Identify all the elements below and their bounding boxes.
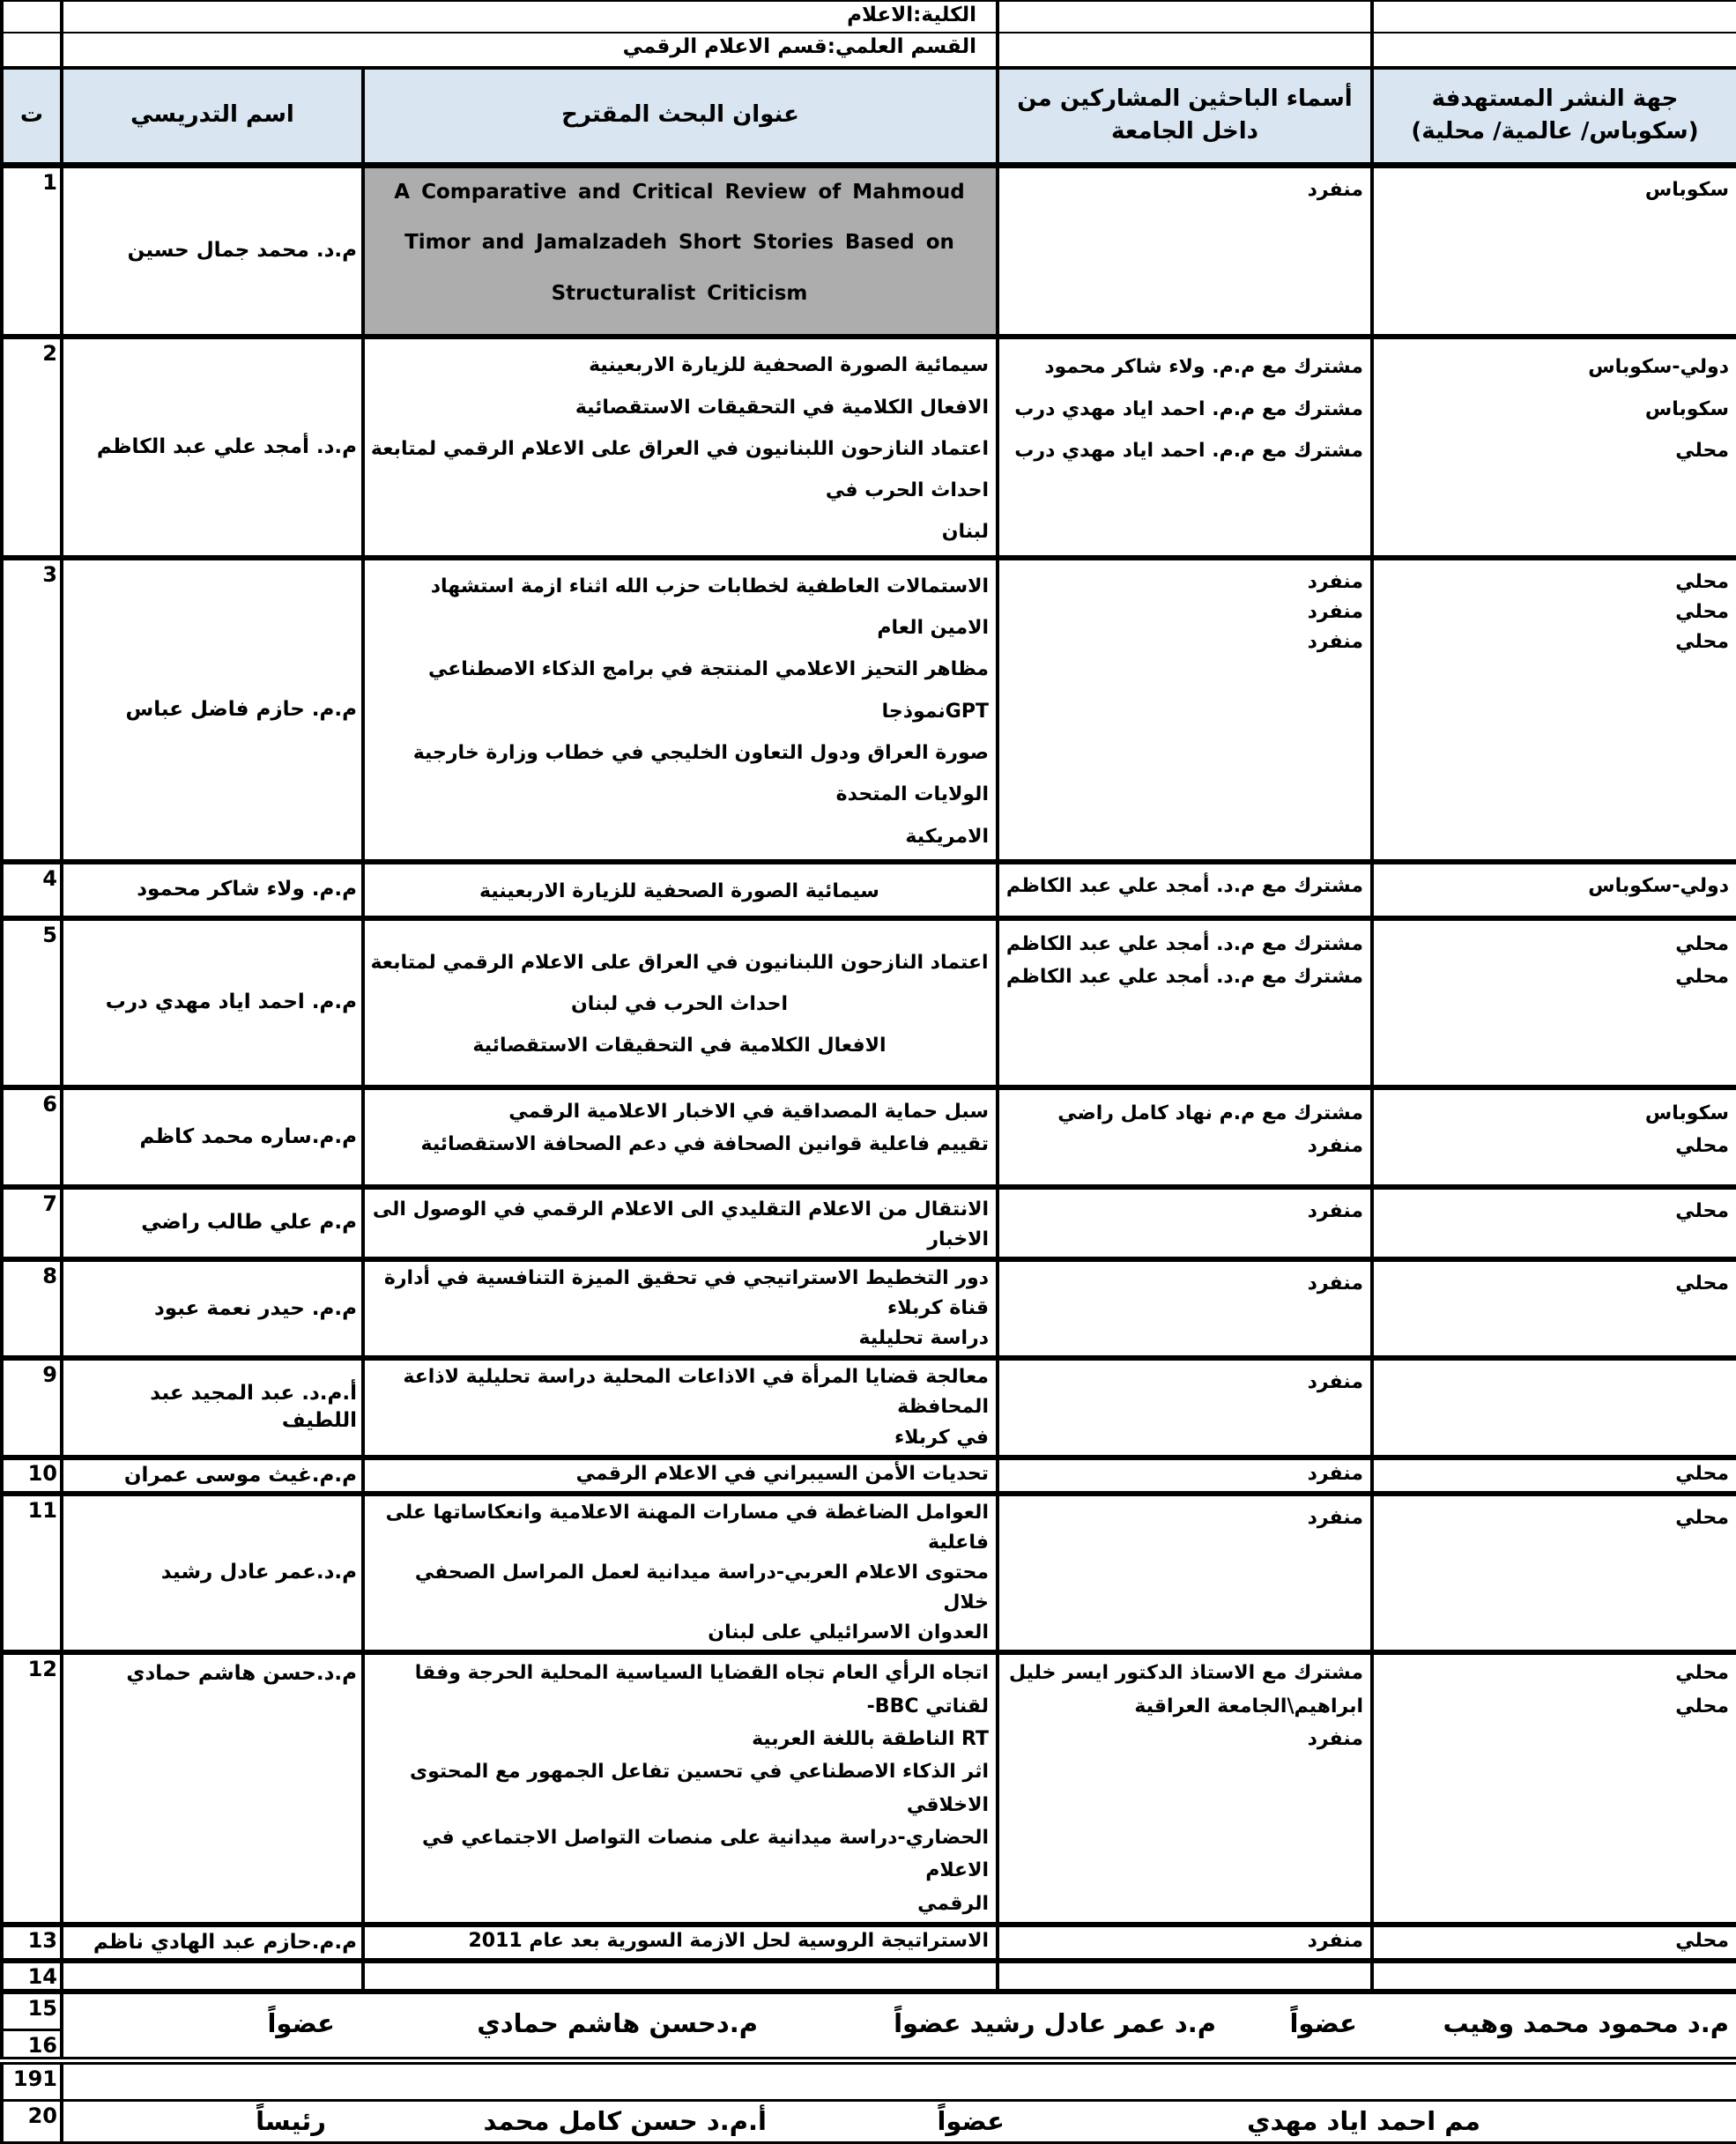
committee-signature-band-1 bbox=[62, 1992, 1736, 2060]
title-line: صورة العراق ودول التعاون الخليجي في خطاب وزارة خارجية الولايات المتحدة bbox=[412, 741, 989, 806]
researchers-line: منفرد bbox=[1307, 1135, 1363, 1158]
researchers-line: منفرد bbox=[1307, 178, 1363, 201]
publication-line: دولي-سكوباس bbox=[1588, 874, 1729, 897]
instructor-name: أ.م.د. عبد المجيد عبد اللطيف bbox=[62, 1358, 363, 1457]
title-line: معالجة قضايا المرأة في الاذاعات المحلية دراسة تحليلية لاذاعة المحافظة bbox=[403, 1366, 989, 1419]
row-number: 7 bbox=[2, 1187, 62, 1259]
publication-cell bbox=[1372, 1259, 1736, 1358]
publication-line: محلي bbox=[1675, 600, 1729, 623]
instructor-name: م.د. محمد جمال حسين bbox=[62, 165, 363, 337]
title-line: سبل حماية المصداقية في الاخبار الاعلامية الرقمي bbox=[508, 1100, 989, 1123]
header-researchers: أسماء الباحثين المشاركين من داخل الجامعة bbox=[998, 68, 1372, 165]
row-number: 6 bbox=[2, 1087, 62, 1187]
publication-cell bbox=[1372, 1458, 1736, 1494]
research-title-cell bbox=[363, 1961, 998, 1992]
empty-cell bbox=[998, 33, 1372, 68]
committee-role: رئيساً bbox=[256, 2106, 326, 2137]
publication-line: محلي bbox=[1675, 1930, 1729, 1953]
department-row bbox=[2, 33, 1736, 68]
researchers-line: مشترك مع م.م. احمد اياد مهدي درب bbox=[1014, 397, 1363, 420]
row-number: 1 bbox=[2, 165, 62, 337]
row-number: 11 bbox=[2, 1494, 62, 1652]
row-4 bbox=[2, 862, 1736, 918]
empty-cell bbox=[2, 33, 62, 68]
title-line: الاستراتيجة الروسية لحل الازمة السورية بعد عام 2011 bbox=[468, 1930, 989, 1953]
row-15 bbox=[2, 1992, 1736, 2029]
title-line: محتوى الاعلام العربي-دراسة ميدانية لعمل المراسل الصحفي خلال bbox=[414, 1561, 989, 1614]
row-6 bbox=[2, 1087, 1736, 1187]
department-label: القسم العلمي:قسم الاعلام الرقمي bbox=[62, 33, 998, 68]
row-number: 5 bbox=[2, 918, 62, 1087]
publication-line: محلي bbox=[1675, 570, 1729, 593]
row-number: 14 bbox=[2, 1961, 62, 1992]
title-line: العدوان الاسرائيلي على لبنان bbox=[708, 1621, 989, 1644]
publication-cell bbox=[1372, 165, 1736, 337]
instructor-name: م.د.حسن هاشم حمادي bbox=[62, 1652, 363, 1925]
researchers-line: منفرد bbox=[1307, 570, 1363, 593]
title-line: Timor and Jamalzadeh Short Stories Based on bbox=[404, 231, 954, 255]
publication-line: محلي bbox=[1675, 1135, 1729, 1158]
table-header-row bbox=[2, 68, 1736, 165]
research-title-cell bbox=[363, 1925, 998, 1961]
publication-cell bbox=[1372, 1087, 1736, 1187]
row-3 bbox=[2, 558, 1736, 862]
title-line: لبنان bbox=[941, 521, 989, 544]
instructor-name: م.م. ولاء شاكر محمود bbox=[62, 862, 363, 918]
title-line: في كربلاء bbox=[894, 1426, 989, 1449]
committee-member-name: م.د عمر عادل رشيد عضواً bbox=[894, 2008, 1216, 2039]
committee-member-name: أ.م.د حسن كامل محمد bbox=[483, 2106, 767, 2137]
row-number: 10 bbox=[2, 1458, 62, 1494]
researchers-cell bbox=[998, 1961, 1372, 1992]
title-line: اتجاه الرأي العام تجاه القضايا السياسية المحلية الحرجة وفقا لقناتي BBC- bbox=[414, 1662, 989, 1717]
title-line: الاستمالات العاطفية لخطابات حزب الله اثناء ازمة استشهاد الامين العام bbox=[430, 575, 989, 640]
empty-cell bbox=[62, 2061, 1736, 2101]
research-title-cell bbox=[363, 1358, 998, 1457]
research-title-cell bbox=[363, 165, 998, 337]
title-line: الحضاري-دراسة ميدانية على منصات التواصل الاجتماعي في الاعلام bbox=[421, 1827, 989, 1882]
publication-line: محلي bbox=[1675, 1272, 1729, 1295]
title-line: العوامل الضاغطة في مسارات المهنة الاعلامية وانعكاساتها على فاعلية bbox=[385, 1501, 989, 1554]
instructor-name: م.م.ساره محمد كاظم bbox=[62, 1087, 363, 1187]
publication-line: دولي-سكوباس bbox=[1588, 356, 1729, 379]
publication-line: سكوباس bbox=[1644, 1102, 1729, 1124]
researchers-cell bbox=[998, 1652, 1372, 1925]
title-line: الافعال الكلامية في التحقيقات الاستقصائية bbox=[575, 396, 989, 419]
committee-signature-band-2 bbox=[62, 2101, 1736, 2143]
publication-line: محلي bbox=[1675, 1199, 1729, 1222]
title-line: A Comparative and Critical Review of Mahmoud bbox=[394, 180, 965, 204]
title-line: اعتماد النازحون اللبنانيون في العراق على الاعلام الرقمي لمتابعة bbox=[370, 951, 989, 974]
committee-member-name: م.د محمود محمد وهيب bbox=[1443, 2008, 1729, 2039]
research-title-cell bbox=[363, 862, 998, 918]
publication-line: محلي bbox=[1675, 1462, 1729, 1485]
instructor-name: م.م.غيث موسى عمران bbox=[62, 1458, 363, 1494]
committee-member-name: م.دحسن هاشم حمادي bbox=[477, 2008, 758, 2039]
research-title-cell bbox=[363, 918, 998, 1087]
researchers-line: مشترك مع م.د. أمجد علي عبد الكاظم bbox=[1005, 932, 1363, 955]
publication-cell bbox=[1372, 1652, 1736, 1925]
row-9 bbox=[2, 1358, 1736, 1457]
publication-cell bbox=[1372, 1494, 1736, 1652]
research-title-cell bbox=[363, 1087, 998, 1187]
title-line: تقييم فاعلية قوانين الصحافة في دعم الصحافة الاستقصائية bbox=[420, 1133, 989, 1156]
research-title-cell bbox=[363, 1458, 998, 1494]
researchers-line: منفرد bbox=[1307, 1727, 1363, 1750]
empty-cell bbox=[998, 1, 1372, 33]
publication-line: محلي bbox=[1675, 1662, 1729, 1685]
publication-line: محلي bbox=[1675, 966, 1729, 989]
row-number: 16 bbox=[2, 2029, 62, 2060]
row-13 bbox=[2, 1925, 1736, 1961]
publication-line: سكوباس bbox=[1644, 178, 1729, 201]
empty-cell bbox=[2, 1, 62, 33]
title-line: دراسة تحليلية bbox=[858, 1327, 989, 1350]
researchers-line: منفرد bbox=[1307, 630, 1363, 653]
researchers-line: منفرد bbox=[1307, 1199, 1363, 1222]
research-title-cell bbox=[363, 1652, 998, 1925]
instructor-name bbox=[62, 1961, 363, 1992]
title-line: سيمائية الصورة الصحفية للزيارة الاربعينية bbox=[589, 354, 989, 377]
row-8 bbox=[2, 1259, 1736, 1358]
row-20 bbox=[2, 2101, 1736, 2143]
publication-cell bbox=[1372, 558, 1736, 862]
row-5 bbox=[2, 918, 1736, 1087]
college-label: الكلية:الاعلام bbox=[62, 1, 998, 33]
title-line: الانتقال من الاعلام التقليدي الى الاعلام الرقمي في الوصول الى الاخبار bbox=[372, 1198, 989, 1250]
publication-cell bbox=[1372, 1961, 1736, 1992]
publication-line: محلي bbox=[1675, 630, 1729, 653]
researchers-cell bbox=[998, 1925, 1372, 1961]
publication-cell bbox=[1372, 337, 1736, 557]
publication-cell bbox=[1372, 918, 1736, 1087]
row-2 bbox=[2, 337, 1736, 557]
researchers-line: مشترك مع م.م. ولاء شاكر محمود bbox=[1044, 356, 1363, 379]
researchers-line: مشترك مع م.م نهاد كامل راضي bbox=[1057, 1102, 1363, 1124]
title-line: سيمائية الصورة الصحفية للزيارة الاربعينية bbox=[479, 879, 879, 902]
committee-role: عضواً bbox=[267, 2008, 335, 2039]
publication-line: محلي bbox=[1675, 1695, 1729, 1717]
researchers-cell bbox=[998, 918, 1372, 1087]
instructor-name: م.د. أمجد علي عبد الكاظم bbox=[62, 337, 363, 557]
researchers-line: مشترك مع م.د. أمجد علي عبد الكاظم bbox=[1005, 874, 1363, 897]
instructor-name: م.م. حيدر نعمة عبود bbox=[62, 1259, 363, 1358]
title-line: RT الناطقة باللغة العربية bbox=[752, 1727, 989, 1750]
researchers-line: منفرد bbox=[1307, 1272, 1363, 1295]
header-instructor: اسم التدريسي bbox=[62, 68, 363, 165]
header-no: ت bbox=[2, 68, 62, 165]
title-line: الرقمي bbox=[917, 1892, 989, 1915]
researchers-cell bbox=[998, 862, 1372, 918]
empty-cell bbox=[1372, 33, 1736, 68]
research-title-cell bbox=[363, 558, 998, 862]
college-row bbox=[2, 1, 1736, 33]
row-191 bbox=[2, 2061, 1736, 2101]
row-number: 2 bbox=[2, 337, 62, 557]
title-line: اعتماد النازحون اللبنانيون في العراق على الاعلام الرقمي لمتابعة احداث الحرب في bbox=[370, 437, 989, 502]
row-number: 20 bbox=[2, 2101, 62, 2143]
researchers-cell bbox=[998, 165, 1372, 337]
researchers-cell bbox=[998, 1494, 1372, 1652]
researchers-line: منفرد bbox=[1307, 1371, 1363, 1394]
researchers-line: منفرد bbox=[1307, 1506, 1363, 1529]
researchers-line: مشترك مع م.د. أمجد علي عبد الكاظم bbox=[1005, 966, 1363, 989]
row-number: 15 bbox=[2, 1992, 62, 2029]
publication-line: محلي bbox=[1675, 932, 1729, 955]
research-title-cell bbox=[363, 1259, 998, 1358]
researchers-cell bbox=[998, 558, 1372, 862]
title-line: اثر الذكاء الاصطناعي في تحسين تفاعل الجمهور مع المحتوى الاخلاقي bbox=[409, 1761, 989, 1816]
committee-role: عضواً bbox=[1289, 2008, 1357, 2039]
researchers-line: مشترك مع م.م. احمد اياد مهدي درب bbox=[1014, 439, 1363, 462]
research-title-cell bbox=[363, 1494, 998, 1652]
title-line: احداث الحرب في لبنان bbox=[570, 993, 789, 1016]
row-11 bbox=[2, 1494, 1736, 1652]
row-number: 191 bbox=[2, 2061, 62, 2101]
researchers-line: منفرد bbox=[1307, 600, 1363, 623]
row-12 bbox=[2, 1652, 1736, 1925]
instructor-name: م.م.حازم عبد الهادي ناظم bbox=[62, 1925, 363, 1961]
row-1 bbox=[2, 165, 1736, 337]
row-number: 13 bbox=[2, 1925, 62, 1961]
researchers-line: منفرد bbox=[1307, 1462, 1363, 1485]
research-title-cell bbox=[363, 1187, 998, 1259]
publication-cell bbox=[1372, 1358, 1736, 1457]
instructor-name: م.م. حازم فاضل عباس bbox=[62, 558, 363, 862]
researchers-line: ابراهيم\الجامعة العراقية bbox=[1134, 1695, 1363, 1717]
researchers-cell bbox=[998, 1259, 1372, 1358]
publication-line: محلي bbox=[1675, 1506, 1729, 1529]
header-research-title: عنوان البحث المقترح bbox=[363, 68, 998, 165]
publication-cell bbox=[1372, 1187, 1736, 1259]
publication-line: محلي bbox=[1675, 439, 1729, 462]
row-14 bbox=[2, 1961, 1736, 1992]
title-line: الافعال الكلامية في التحقيقات الاستقصائية bbox=[472, 1035, 887, 1057]
committee-role: عضواً bbox=[937, 2106, 1005, 2137]
researchers-cell bbox=[998, 1187, 1372, 1259]
title-line: مظاهر التحيز الاعلامي المنتجة في برامج الذكاء الاصطناعي GPTنموذجا bbox=[428, 658, 989, 723]
committee-member-name: مم احمد اياد مهدي bbox=[1246, 2106, 1480, 2137]
publication-cell bbox=[1372, 1925, 1736, 1961]
header-publication: جهة النشر المستهدفة (سكوباس/ عالمية/ محلية) bbox=[1372, 68, 1736, 165]
row-number: 12 bbox=[2, 1652, 62, 1925]
row-number: 8 bbox=[2, 1259, 62, 1358]
publication-line: سكوباس bbox=[1644, 397, 1729, 420]
title-line: دور التخطيط الاستراتيجي في تحقيق الميزة التنافسية في أدارة قناة كربلاء bbox=[383, 1267, 989, 1320]
row-10 bbox=[2, 1458, 1736, 1494]
researchers-cell bbox=[998, 1358, 1372, 1457]
researchers-line: مشترك مع الاستاذ الدكتور ايسر خليل bbox=[1009, 1662, 1363, 1685]
researchers-cell bbox=[998, 337, 1372, 557]
empty-cell bbox=[1372, 1, 1736, 33]
title-line: الامريكية bbox=[905, 825, 989, 848]
row-7 bbox=[2, 1187, 1736, 1259]
instructor-name: م.د.عمر عادل رشيد bbox=[62, 1494, 363, 1652]
researchers-cell bbox=[998, 1087, 1372, 1187]
title-line: تحديات الأمن السيبراني في الاعلام الرقمي bbox=[575, 1462, 989, 1485]
researchers-line: منفرد bbox=[1307, 1930, 1363, 1953]
publication-cell bbox=[1372, 862, 1736, 918]
researchers-cell bbox=[998, 1458, 1372, 1494]
research-title-cell bbox=[363, 337, 998, 557]
instructor-name: م.م. احمد اياد مهدي درب bbox=[62, 918, 363, 1087]
row-number: 3 bbox=[2, 558, 62, 862]
instructor-name: م.م علي طالب راضي bbox=[62, 1187, 363, 1259]
row-number: 4 bbox=[2, 862, 62, 918]
title-line: Structuralist Criticism bbox=[551, 281, 808, 305]
row-number: 9 bbox=[2, 1358, 62, 1457]
